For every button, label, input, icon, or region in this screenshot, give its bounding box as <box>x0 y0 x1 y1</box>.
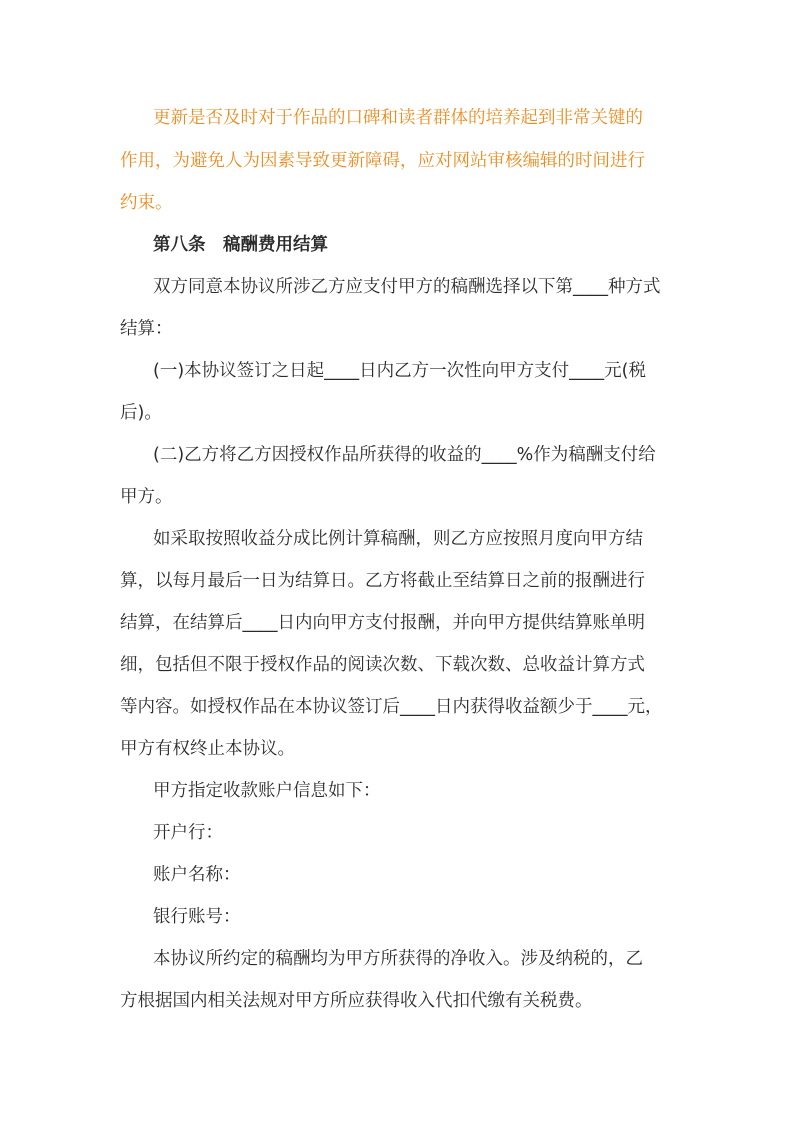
paragraph-line: (一)本协议签订之日起____日内乙方一次性向甲方支付____元(税 <box>153 361 646 381</box>
account-number-label: 银行账号： <box>153 907 241 927</box>
note-line-1: 更新是否及时对于作品的口碑和读者群体的培养起到非常关键的 <box>153 108 643 128</box>
account-name-label: 账户名称： <box>153 865 241 885</box>
paragraph-line: 结算： <box>120 319 173 339</box>
paragraph-line: 甲方有权终止本协议。 <box>120 739 295 759</box>
paragraph-line: 等内容。如授权作品在本协议签订后____日内获得收益额少于____元， <box>120 697 663 717</box>
paragraph-line: 方根据国内相关法规对甲方所应获得收入代扣代缴有关税费。 <box>120 991 593 1011</box>
account-info-intro: 甲方指定收款账户信息如下： <box>153 781 381 801</box>
paragraph-line: 算，以每月最后一日为结算日。乙方将截止至结算日之前的报酬进行 <box>120 571 645 591</box>
paragraph-line: 本协议所约定的稿酬均为甲方所获得的净收入。涉及纳税的，乙 <box>153 949 643 969</box>
paragraph-line: 后)。 <box>120 403 162 423</box>
article-heading: 第八条 稿酬费用结算 <box>153 235 328 255</box>
paragraph-line: 细，包括但不限于授权作品的阅读次数、下载次数、总收益计算方式 <box>120 655 645 675</box>
paragraph-line: (二)乙方将乙方因授权作品所获得的收益的____%作为稿酬支付给 <box>153 445 656 465</box>
paragraph-line: 双方同意本协议所涉乙方应支付甲方的稿酬选择以下第____种方式 <box>153 277 661 297</box>
note-line-3: 约束。 <box>120 193 173 213</box>
bank-name-label: 开户行： <box>153 823 223 843</box>
paragraph-line: 甲方。 <box>120 487 173 507</box>
note-line-2: 作用，为避免人为因素导致更新障碍，应对网站审核编辑的时间进行 <box>120 151 645 171</box>
paragraph-line: 如采取按照收益分成比例计算稿酬，则乙方应按照月度向甲方结 <box>153 529 643 549</box>
paragraph-line: 结算，在结算后____日内向甲方支付报酬，并向甲方提供结算账单明 <box>120 613 645 633</box>
